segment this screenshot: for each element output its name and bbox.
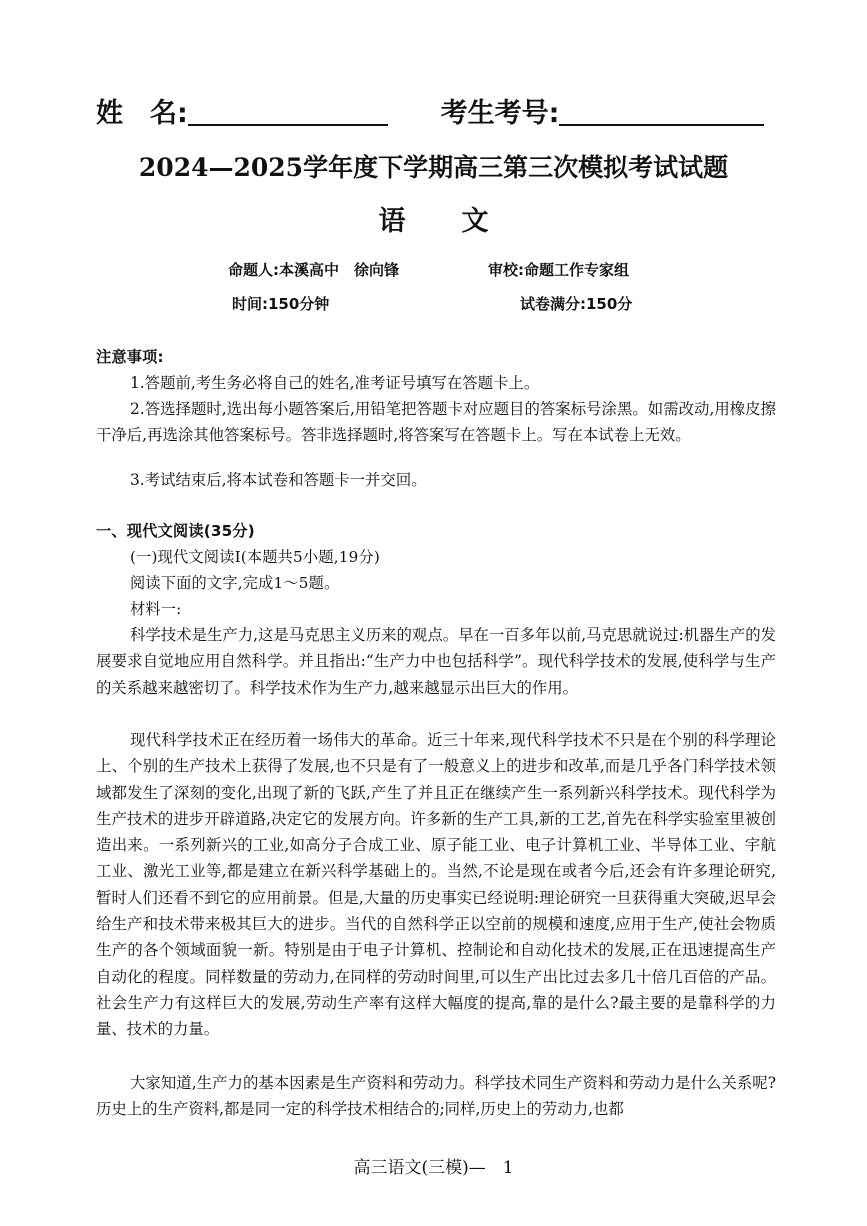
full-score-info: 试卷满分:150分 <box>520 295 633 313</box>
notice-item-1: 1.答题前,考生务必将自己的姓名,准考证号填写在答题卡上。 <box>130 374 540 392</box>
notice-item-3: 3.考试结束后,将本试卷和答题卡一并交回。 <box>130 471 427 489</box>
name-blank-line[interactable] <box>188 96 388 126</box>
author-info: 命题人:本溪高中 徐向锋 <box>228 261 399 279</box>
name-label: 姓 名: <box>96 98 188 129</box>
page-footer: 高三语文(三模)— 1 <box>353 1158 514 1178</box>
subject-title: 语文 <box>378 206 545 237</box>
section-heading: 一、现代文阅读(35分) <box>96 522 255 540</box>
exam-title: 2024—2025学年度下学期高三第三次模拟考试试题 <box>138 153 729 182</box>
material-label: 材料一: <box>130 600 182 618</box>
exam-id-blank-line[interactable] <box>559 96 764 126</box>
notice-item-2: 2.答选择题时,选出每小题答案后,用铅笔把答题卡对应题目的答案标号涂黑。如需改动,用橡皮擦干净后,再选涂其他答案标号。答非选择题时,将答案写在答题卡上。写在本试卷上无效。 <box>96 400 776 445</box>
notice-heading: 注意事项: <box>96 348 164 366</box>
paragraph-2: 现代科学技术正在经历着一场伟大的革命。近三十年来,现代科学技术不只是在个别的科学理论上、个别的生产技术上获得了发展,也不只是有了一般意义上的进步和改革,而是几乎各门科学技术领域都发生了深刻的变化,出现了新的飞跃,产生了并且正在继续产生一系列新兴科学技术。现代科学为生产技术的进步开辟道路,决定它的发展方向。许多新的生产工具,新的工艺,首先在科学实验室里被创造出来。一系列新兴的工业,如高分子合成工业、原子能工业、电子计算机工业、半导体工业、宇航工业、激光工业等,都是建立在新兴科学基础上的。当然,不论是现在或者今后,还会有许多理论研究,暂时人们还看不到它的应用前景。但是,大量的历史事实已经说明:理论研究一旦获得重大突破,迟早会给生产和技术带来极其巨大的进步。当代的自然科学正以空前的规模和速度,应用于生产,使社会物质生产的各个领域面貌一新。特别是由于电子计算机、控制论和自动化技术的发展,正在迅速提高生产自动化的程度。同样数量的劳动力,在同样的劳动时间里,可以生产出比过去多几十倍几百倍的产品。社会生产力有这样巨大的发展,劳动生产率有这样大幅度的提高,靠的是什么?最主要的是靠科学的力量、技术的力量。 <box>96 731 776 1039</box>
paragraph-3: 大家知道,生产力的基本因素是生产资料和劳动力。科学技术同生产资料和劳动力是什么关系呢?历史上的生产资料,都是同一定的科学技术相结合的;同样,历史上的劳动力,也都 <box>96 1074 776 1119</box>
reading-instruction: 阅读下面的文字,完成1～5题。 <box>130 574 340 592</box>
exam-id-label: 考生考号: <box>440 98 560 129</box>
sub-section-heading: (一)现代文阅读Ⅰ(本题共5小题,19分) <box>130 548 380 566</box>
candidate-info-line <box>96 92 776 136</box>
paragraph-1: 科学技术是生产力,这是马克思主义历来的观点。早在一百多年以前,马克思就说过:机器生产的发展要求自觉地应用自然科学。并且指出:“生产力中也包括科学”。现代科学技术的发展,使科学与生产的关系越来越密切了。科学技术作为生产力,越来越显示出巨大的作用。 <box>96 626 776 697</box>
time-info: 时间:150分钟 <box>232 295 330 313</box>
reviewer-info: 审校:命题工作专家组 <box>488 261 629 279</box>
